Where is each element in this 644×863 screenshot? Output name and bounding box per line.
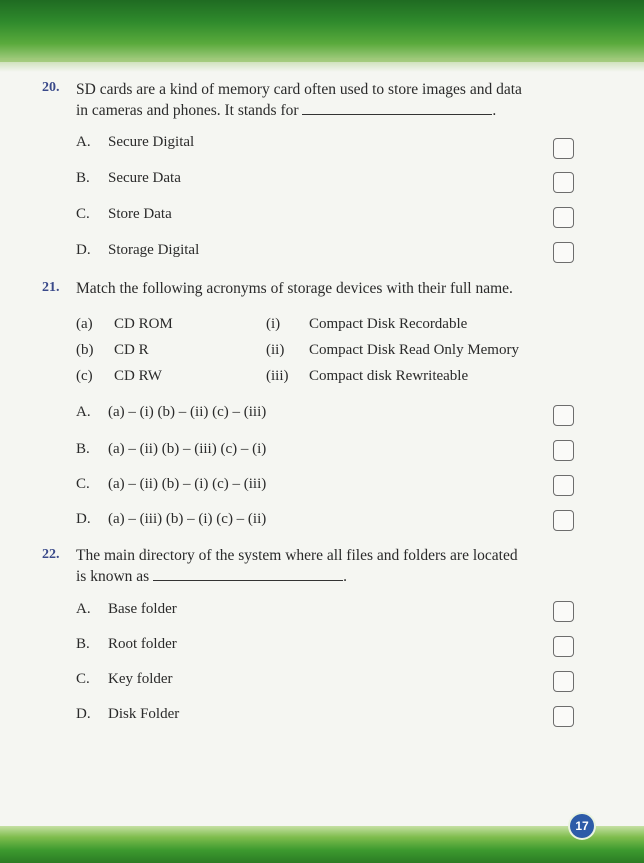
option-c-checkbox[interactable]	[553, 671, 574, 692]
option-c: C. Store Data	[76, 206, 172, 222]
option-b: B. (a) – (ii) (b) – (iii) (c) – (i)	[76, 441, 267, 457]
option-b-checkbox[interactable]	[553, 440, 574, 461]
option-a: A. Secure Digital	[76, 134, 195, 150]
option-a-checkbox[interactable]	[553, 601, 574, 622]
match-left-a: (a) CD ROM	[76, 316, 173, 332]
question-number: 21.	[42, 280, 60, 295]
question-number: 20.	[42, 80, 60, 95]
option-b-checkbox[interactable]	[553, 172, 574, 193]
question-text: The main directory of the system where all files and folders are located is known as .	[76, 547, 518, 585]
option-d-checkbox[interactable]	[553, 242, 574, 263]
option-d: D. Storage Digital	[76, 242, 200, 258]
match-left-c: (c) CD RW	[76, 368, 162, 384]
option-a: A. (a) – (i) (b) – (ii) (c) – (iii)	[76, 404, 267, 420]
option-d: D. Disk Folder	[76, 706, 180, 722]
page-number-badge: 17	[570, 814, 594, 838]
option-b: B. Root folder	[76, 636, 177, 652]
bottom-decorative-band	[0, 826, 644, 863]
match-right-iii: (iii) Compact disk Rewriteable	[266, 368, 469, 384]
option-c: C. Key folder	[76, 671, 173, 687]
option-b-checkbox[interactable]	[553, 636, 574, 657]
match-right-ii: (ii) Compact Disk Read Only Memory	[266, 342, 519, 358]
question-text: SD cards are a kind of memory card often used to store images and data in cameras and phones. It stands for .	[76, 81, 522, 119]
top-decorative-band	[0, 0, 644, 62]
option-d: D. (a) – (iii) (b) – (i) (c) – (ii)	[76, 511, 267, 527]
question-text: Match the following acronyms of storage devices with their full name.	[76, 280, 513, 297]
option-c-checkbox[interactable]	[553, 207, 574, 228]
option-d-checkbox[interactable]	[553, 706, 574, 727]
answer-blank[interactable]	[302, 114, 492, 115]
option-c-checkbox[interactable]	[553, 475, 574, 496]
match-left-b: (b) CD R	[76, 342, 149, 358]
answer-blank[interactable]	[153, 580, 343, 581]
option-d-checkbox[interactable]	[553, 510, 574, 531]
option-b: B. Secure Data	[76, 170, 181, 186]
match-right-i: (i) Compact Disk Recordable	[266, 316, 468, 332]
question-number: 22.	[42, 547, 60, 562]
option-a: A. Base folder	[76, 601, 177, 617]
option-c: C. (a) – (ii) (b) – (i) (c) – (iii)	[76, 476, 267, 492]
option-a-checkbox[interactable]	[553, 405, 574, 426]
option-a-checkbox[interactable]	[553, 138, 574, 159]
